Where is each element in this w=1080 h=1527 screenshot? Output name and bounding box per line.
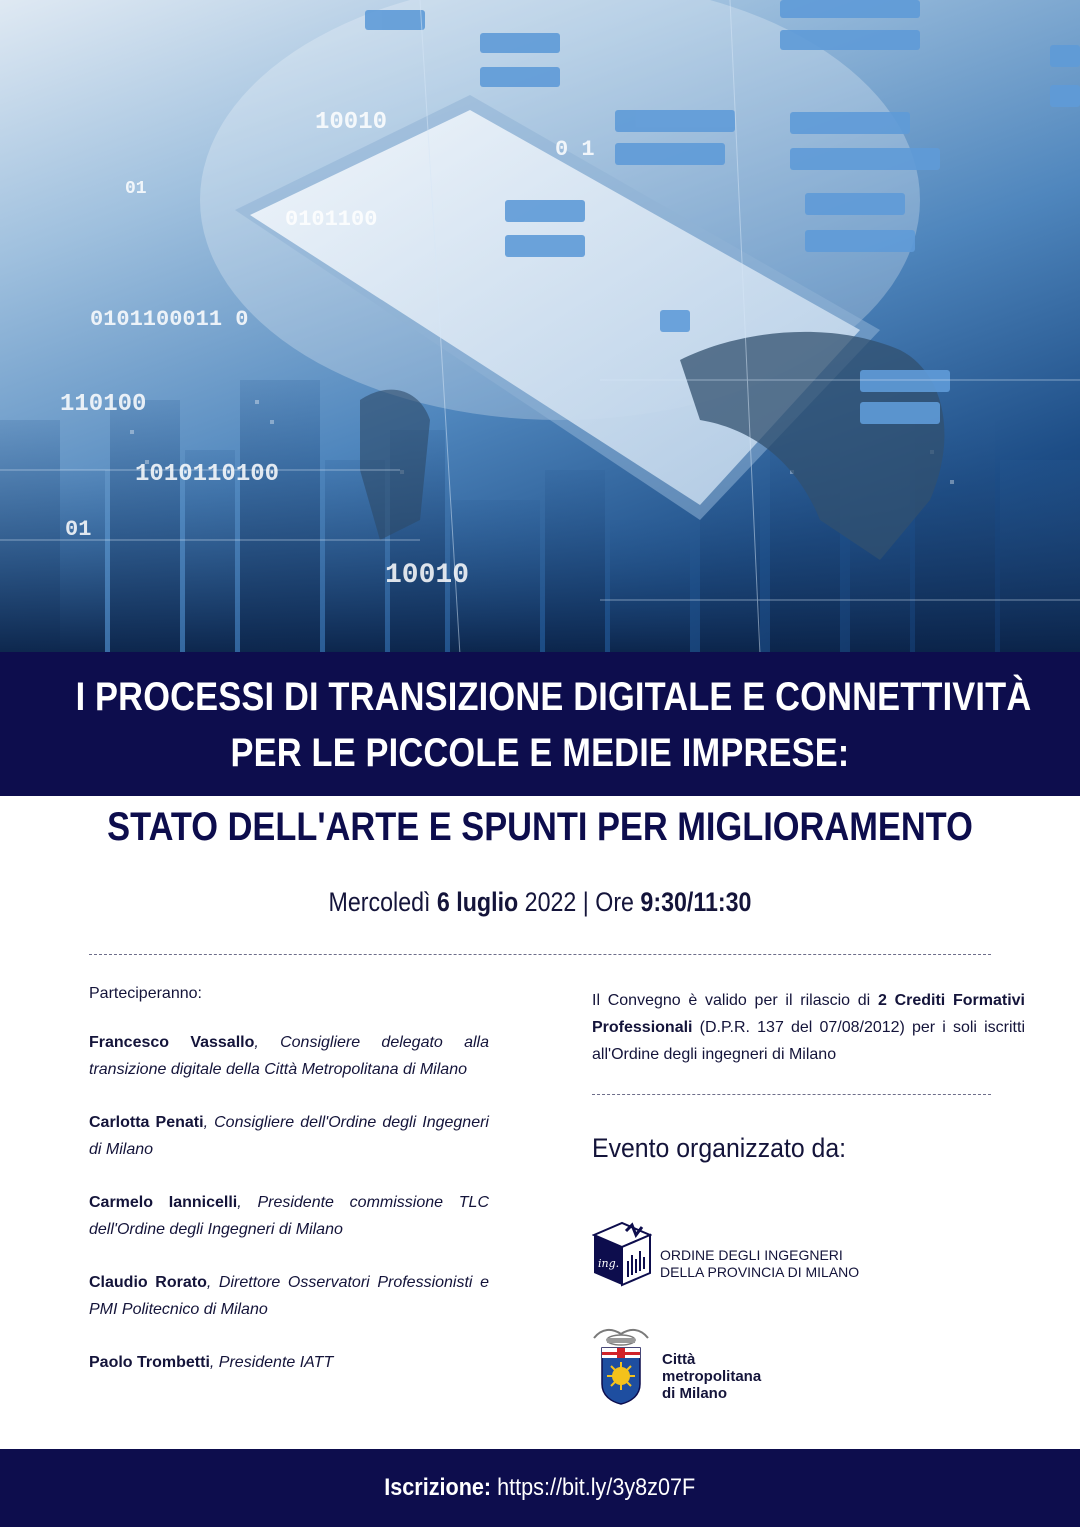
cm-name-line-2: metropolitana <box>662 1368 762 1385</box>
ordine-ingegneri-logo <box>592 1221 652 1287</box>
binary-text-3: 0101100 <box>285 207 378 232</box>
title-line-1: I PROCESSI DI TRANSIZIONE DIGITALE E CONNETTIVITÀ <box>75 675 1032 719</box>
speaker-role: , Presidente IATT <box>209 1354 334 1371</box>
cm-name-line-3: di Milano <box>662 1385 727 1402</box>
binary-text-9: 0 1 <box>555 137 595 162</box>
speaker-item <box>89 1189 489 1243</box>
subtitle: STATO DELL'ARTE E SPUNTI PER MIGLIORAMENTO <box>107 805 973 849</box>
hero-illustration <box>0 0 1080 655</box>
credits-note <box>592 987 1025 1068</box>
ordine-logo-text: ing. <box>598 1257 620 1270</box>
speaker-item <box>89 1029 489 1083</box>
participants-label: Parteciperanno: <box>89 985 202 1002</box>
speaker-name: Francesco Vassallo <box>89 1034 255 1051</box>
speaker-name: Claudio Rorato <box>89 1274 207 1291</box>
title-band <box>0 652 1080 796</box>
speaker-item <box>89 1269 489 1323</box>
citta-metropolitana-name <box>662 1351 761 1402</box>
title-line-2: PER LE PICCOLE E MEDIE IMPRESE: <box>230 731 850 775</box>
registration-label: Iscrizione: <box>384 1474 492 1501</box>
binary-text-8: 01 <box>65 517 92 542</box>
event-date-time <box>76 887 1005 918</box>
speaker-name: Carmelo Iannicelli <box>89 1194 238 1211</box>
divider <box>89 954 991 955</box>
credits-text-1: Il Convegno è valido per il rilascio di <box>592 992 878 1009</box>
cm-name-line-1: Città <box>662 1351 696 1368</box>
speaker-role: , Direttore Osservatori Professionisti e PMI Politecnico di Milano <box>89 1274 490 1318</box>
event-time: 9:30/11:30 <box>640 887 752 917</box>
ordine-name-line-1: ORDINE DEGLI INGEGNERI <box>660 1247 843 1263</box>
divider <box>592 1094 991 1095</box>
speaker-item <box>89 1109 489 1163</box>
binary-text-4: 0101100011 0 <box>90 307 249 332</box>
speaker-item <box>89 1349 489 1376</box>
registration-footer <box>0 1449 1080 1527</box>
event-date: 6 luglio <box>436 887 519 917</box>
binary-text-1: 10010 <box>315 109 388 136</box>
binary-text-5: 110100 <box>60 391 147 418</box>
participants-section <box>89 985 489 1402</box>
binary-text-7: 10010 <box>385 560 470 591</box>
speaker-role: , Consigliere dell'Ordine degli Ingegneri di Milano <box>89 1114 489 1158</box>
binary-text-6: 1010110100 <box>135 461 280 488</box>
credits-text-2: (D.P.R. 137 del 07/08/2012) per i soli iscritti all'Ordine degli ingegneri di Milano <box>592 1019 1025 1063</box>
speaker-name: Carlotta Penati <box>89 1114 204 1131</box>
ordine-ingegneri-name <box>660 1247 859 1281</box>
speaker-role: , Presidente commissione TLC dell'Ordine degli Ingegneri di Milano <box>89 1194 490 1238</box>
citta-metropolitana-crest <box>586 1326 656 1406</box>
credits-highlight: 2 Crediti Formativi Professionali <box>592 992 1025 1036</box>
registration-line <box>385 1449 696 1527</box>
organizers-heading: Evento organizzato da: <box>592 1133 847 1163</box>
event-year: 2022 | Ore <box>524 887 634 917</box>
speaker-role: , Consigliere delegato alla transizione digitale della Città Metropolitana di Milano <box>89 1034 489 1078</box>
speaker-name: Paolo Trombetti <box>89 1354 210 1371</box>
hero-image <box>0 0 1080 655</box>
ordine-name-line-2: DELLA PROVINCIA DI MILANO <box>660 1264 860 1280</box>
event-weekday: Mercoledì <box>328 887 431 917</box>
binary-text-2: 01 <box>125 179 147 199</box>
registration-link[interactable]: https://bit.ly/3y8z07F <box>497 1474 696 1501</box>
